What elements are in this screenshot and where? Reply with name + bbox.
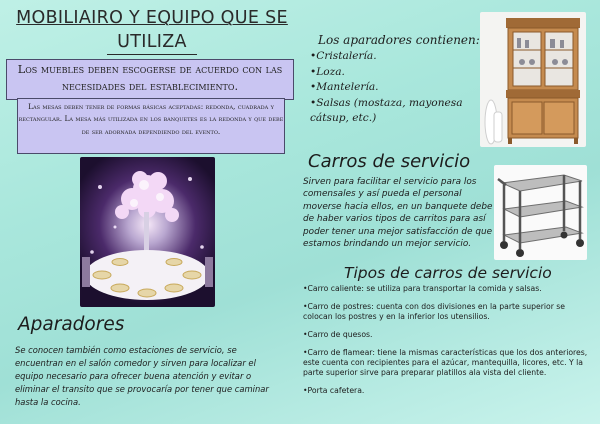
list-item: •Mantelería.: [310, 81, 379, 93]
sideboards-body: Se conocen también como estaciones de servicio, se encuentran en el salón comedor y sirven para localizar el equipo necesario para ofrecer buena atención y evitar o eliminar el transito que se provocaría por tener que caminar hasta la cocina.: [15, 345, 269, 407]
list-item: •Salsas (mostaza, mayonesa cátsup, etc.): [310, 96, 463, 124]
service-carts-heading: Carros de servicio: [308, 151, 471, 172]
page-title-line-1: MOBILIAIRO Y EQUIPO QUE SE: [16, 8, 288, 28]
list-item: •Carro de quesos.: [303, 330, 373, 339]
cart-types-heading: Tipos de carros de servicio: [344, 264, 552, 282]
cart-types-list: [303, 284, 593, 404]
list-item: •Carro de flamear: tiene la mismas características que los dos anteriores, este cuenta con recipientes para el azúcar, mantequilla, licores, etc. Y la parte superior sirve para preparar platillos ala vista del cliente.: [303, 348, 588, 377]
list-item: •Carro caliente: se utiliza para transportar la comida y salsas.: [303, 284, 542, 293]
service-cart-illustration: [494, 165, 587, 260]
service-cart-photo: [494, 165, 587, 260]
sideboard-contents-list: [310, 49, 480, 127]
service-carts-body: Sirven para facilitar el servicio para los comensales y así pueda el personal moverse hacia ellos, en un banquete debe de haber varios tipos de carritos para así poder tener una mejor satisfacción de que estamos brindando un mejor servicio.: [303, 177, 493, 250]
list-item: •Cristalería.: [310, 50, 377, 62]
page-title: [8, 6, 296, 55]
list-item: •Carro de postres: cuenta con dos divisiones en la parte superior se colocan los postres y en la inferior los utensilios.: [303, 302, 566, 321]
sideboard-contents-heading: Los aparadores contienen:: [318, 33, 480, 47]
banquet-table-photo: [80, 157, 215, 307]
banquet-table-illustration: [80, 157, 215, 307]
list-item: •Loza.: [310, 65, 345, 78]
tables-note-box: Las mesas deben tener de formas básicas aceptadas: redonda, cuadrada y rectangular. La mesa más utilizada en los banquetes es la redonda y que debe de ser adornada dependiendo del evento.: [17, 98, 285, 154]
page-title-line-2: UTILIZA: [107, 30, 197, 55]
list-item: •Porta cafetera.: [303, 386, 365, 395]
sideboards-heading: Aparadores: [18, 314, 125, 335]
sideboard-illustration: [480, 12, 586, 147]
cabinet-photo: [480, 12, 586, 147]
furniture-note-box: Los muebles deben escogerse de acuerdo con las necesidades del establecimiento.: [6, 59, 294, 100]
